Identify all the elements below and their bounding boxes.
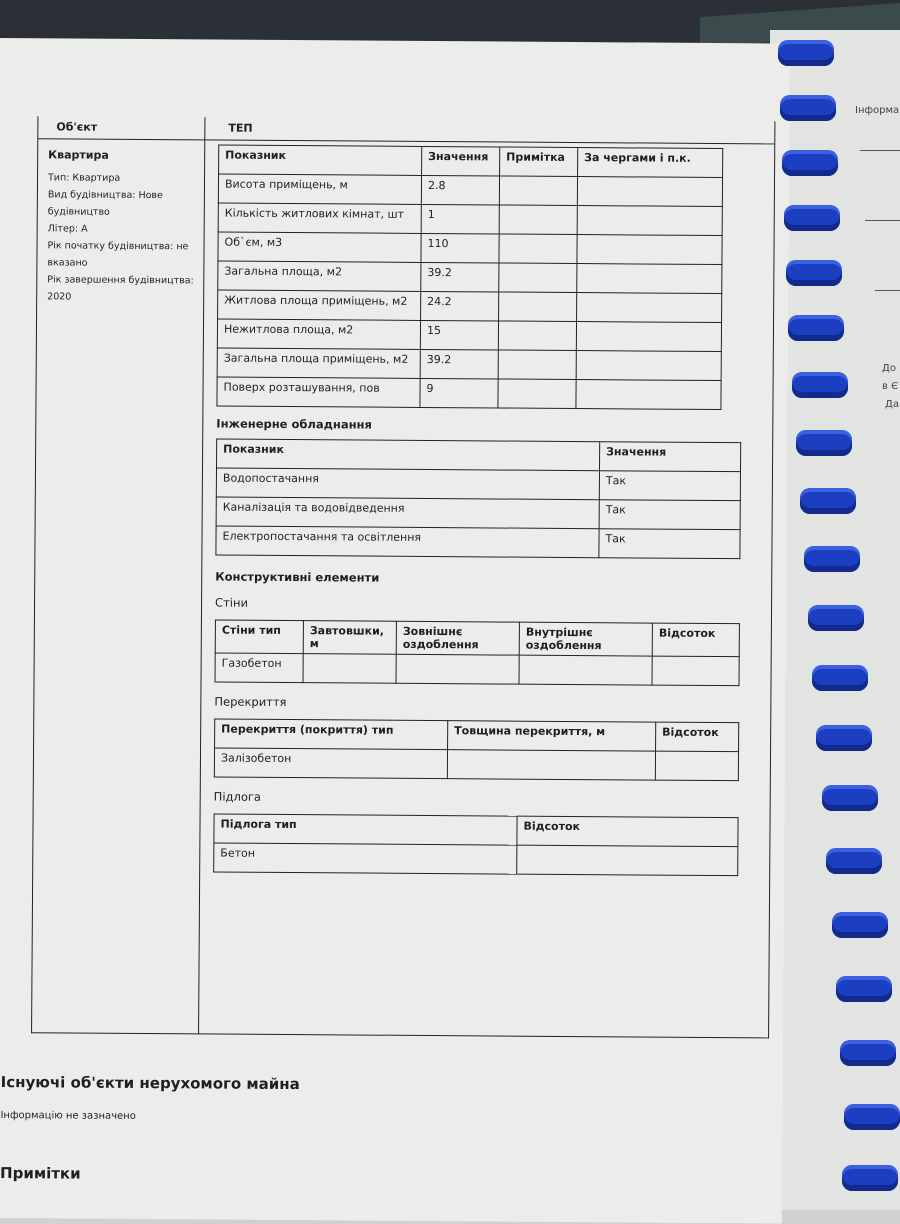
table-row: Кількість житлових кімнат, шт 1	[218, 203, 722, 236]
walls-label: Стіни	[215, 595, 249, 610]
floors-table: Перекриття (покриття) тип Товщина перекриття, м Відсоток Залізобетон	[214, 719, 739, 782]
tep-section	[213, 145, 758, 877]
engineering-table: Показник Значення Водопостачання Так Каналізація та водовідведення Так Електропостачання та освітлення Так	[215, 439, 741, 560]
notes-title: Примітки	[0, 1164, 81, 1183]
construction-title: Конструктивні елементи	[215, 569, 380, 585]
table-row: Залізобетон	[214, 748, 738, 781]
table-row: Загальна площа приміщень, м2 39.2	[217, 348, 721, 381]
table-row: Газобетон	[215, 653, 739, 686]
table-row: Бетон	[214, 843, 738, 876]
engineering-title: Інженерне обладнання	[216, 416, 372, 432]
table-row: Поверх розташування, пов 9	[217, 377, 721, 410]
document-page	[0, 38, 790, 1223]
table-row: Загальна площа, м2 39.2	[218, 261, 722, 294]
letter: Літер: А	[47, 223, 88, 235]
table-row: Нежитлова площа, м2 15	[217, 319, 721, 352]
flooring-label: Підлога	[213, 789, 262, 804]
existing-title: Існуючі об'єкти нерухомого майна	[0, 1073, 300, 1094]
table-row: Водопостачання Так	[216, 468, 740, 501]
table-row: Висота приміщень, м 2.8	[218, 174, 722, 207]
object-name: Квартира	[48, 148, 109, 162]
floors-label: Перекриття	[214, 694, 287, 710]
end-year: Рік завершення будівництва: 2020	[47, 274, 194, 303]
object-description	[47, 146, 198, 306]
tep-column-header: ТЕП	[228, 121, 253, 135]
object-type: Тип: Квартира	[47, 172, 121, 184]
next-page-edge: Інформа До в Є Да	[770, 30, 900, 1210]
existing-text: Інформацію не зазначено	[0, 1110, 136, 1122]
flooring-table: Підлога тип Відсоток Бетон	[213, 814, 738, 877]
table-row: Каналізація та водовідведення Так	[216, 497, 740, 530]
object-frame	[31, 116, 775, 1038]
tep-table: Показник Значення Примітка За чергами і п.к. Висота приміщень, м 2.8 Кількість житлових кімнат, шт 1 Об`єм, м3 110 Загальна площа, м2 39.2 Житлова площа приміщень, м2 24.2 Нежитлова площа, м2 15 Загальна площа приміщень, м2 39.2 Поверх розташування, пов 9	[216, 145, 723, 411]
table-row: Електропостачання та освітлення Так	[216, 526, 740, 559]
object-column-header: Об'єкт	[56, 120, 98, 134]
table-row: Житлова площа приміщень, м2 24.2	[218, 290, 722, 323]
construction-kind: Вид будівництва: Нове будівництво	[47, 189, 163, 218]
start-year: Рік початку будівництва: не вказано	[47, 240, 189, 269]
walls-table: Стіни тип Завтовшки, м Зовнішнє оздоблення Внутрішнє оздоблення Відсоток Газобетон	[215, 620, 740, 687]
back-page-text: Інформа	[855, 105, 900, 116]
table-row: Об`єм, м3 110	[218, 232, 722, 265]
